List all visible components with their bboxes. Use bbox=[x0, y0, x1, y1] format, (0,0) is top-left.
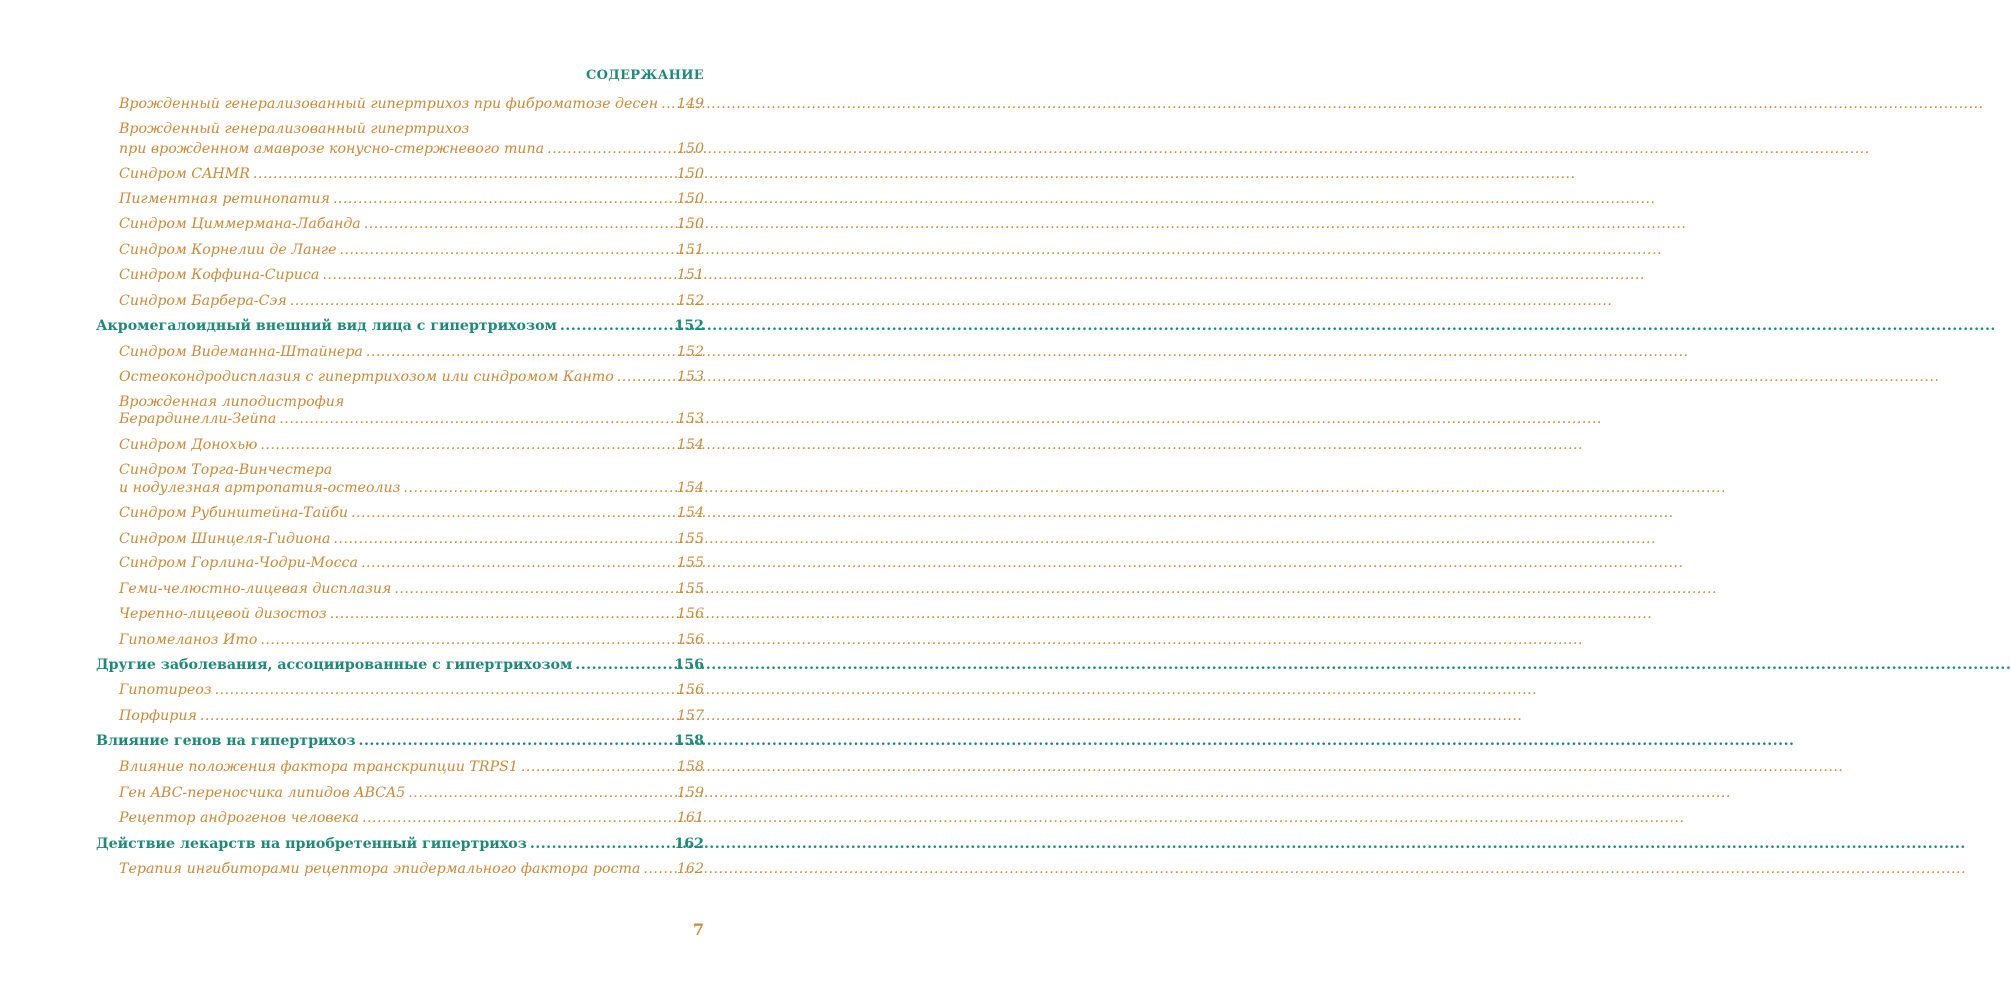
toc-entry-page: 155 bbox=[676, 531, 704, 547]
toc-entry-title: Врожденный генерализованный гипертрихоз при фиброматозе десен bbox=[119, 96, 659, 112]
toc-subentry[interactable] bbox=[119, 242, 704, 258]
dot-leader bbox=[215, 682, 674, 698]
dot-leader bbox=[560, 318, 672, 334]
toc-entry-title: Синдром Барбера-Сэя bbox=[119, 293, 287, 309]
toc-entry-title: Терапия ингибиторами рецептора эпидермального фактора роста bbox=[119, 861, 641, 877]
toc-subentry[interactable] bbox=[119, 293, 704, 309]
toc-entry-first-line: Синдром Торга-Винчестера bbox=[119, 462, 333, 478]
dot-leader bbox=[333, 531, 673, 547]
toc-subentry[interactable] bbox=[119, 216, 704, 232]
toc-entry-page: 156 bbox=[676, 632, 704, 648]
dot-leader bbox=[643, 861, 674, 877]
toc-entry-page: 157 bbox=[676, 708, 704, 724]
toc-entry-page: 150 bbox=[676, 166, 704, 182]
toc-entry-title: Берардинелли-Зейпа bbox=[119, 411, 277, 427]
dot-leader bbox=[351, 505, 674, 521]
toc-entry-title: Синдром Коффина-Сириса bbox=[119, 267, 320, 283]
toc-entry-page: 158 bbox=[674, 733, 704, 749]
dot-leader bbox=[340, 242, 674, 258]
toc-entry-title: Синдром Горлина-Чодри-Мосса bbox=[119, 555, 358, 571]
toc-subentry[interactable] bbox=[119, 555, 704, 571]
toc-subentry[interactable] bbox=[119, 344, 704, 360]
toc-entry-title: Порфирия bbox=[119, 708, 197, 724]
toc-subentry[interactable] bbox=[119, 708, 704, 724]
dot-leader bbox=[322, 267, 674, 283]
dot-leader bbox=[260, 437, 674, 453]
section-header: СОДЕРЖАНИЕ bbox=[585, 68, 704, 83]
toc-entry-title: Гипомеланоз Ито bbox=[119, 632, 258, 648]
toc-entry-title: Синдром Видеманна-Штайнера bbox=[119, 344, 363, 360]
toc-entry-page: 153 bbox=[676, 369, 704, 385]
toc-entry-title: Пигментная ретинопатия bbox=[119, 191, 330, 207]
toc-subentry[interactable] bbox=[119, 606, 704, 622]
toc-subentry[interactable] bbox=[119, 810, 704, 826]
toc-entry-title: Ген ABC-переносчика липидов ABCA5 bbox=[119, 785, 406, 801]
toc-entry-page: 149 bbox=[676, 96, 704, 112]
toc-subentry[interactable] bbox=[119, 632, 704, 648]
dot-leader bbox=[547, 141, 674, 157]
toc-entry-page: 150 bbox=[676, 141, 704, 157]
toc-entry-page: 162 bbox=[676, 861, 704, 877]
toc-chapter-entry[interactable] bbox=[96, 318, 704, 334]
toc-entry-page: 152 bbox=[676, 344, 704, 360]
toc-subentry[interactable] bbox=[119, 682, 704, 698]
toc-entry-page: 161 bbox=[676, 810, 704, 826]
dot-leader bbox=[359, 733, 672, 749]
dot-leader bbox=[253, 166, 674, 182]
toc-entry-page: 150 bbox=[676, 191, 704, 207]
toc-entry-first-line: Врожденная липодистрофия bbox=[119, 394, 345, 410]
toc-subentry[interactable] bbox=[119, 369, 704, 385]
toc-entry-title: Другие заболевания, ассоциированные с гипертрихозом bbox=[96, 657, 573, 673]
toc-entry-page: 153 bbox=[676, 411, 704, 427]
dot-leader bbox=[408, 785, 674, 801]
toc-entry-title: Синдром Корнелии де Ланге bbox=[119, 242, 337, 258]
toc-entry-title: при врожденном амаврозе конусно-стержневого типа bbox=[119, 141, 545, 157]
toc-subentry[interactable] bbox=[119, 480, 704, 496]
dot-leader bbox=[617, 369, 674, 385]
dot-leader bbox=[361, 555, 674, 571]
toc-subentry[interactable] bbox=[119, 267, 704, 283]
toc-subentry[interactable] bbox=[119, 166, 704, 182]
toc-entry-page: 151 bbox=[676, 267, 704, 283]
toc-entry-title: Черепно-лицевой дизостоз bbox=[119, 606, 327, 622]
dot-leader bbox=[362, 810, 674, 826]
dot-leader bbox=[366, 344, 674, 360]
toc-subentry[interactable] bbox=[119, 531, 704, 547]
toc-entry-page: 156 bbox=[676, 682, 704, 698]
toc-entry-page: 152 bbox=[674, 318, 704, 334]
toc-entry-title: и нодулезная артропатия-остеолиз bbox=[119, 480, 401, 496]
dot-leader bbox=[661, 96, 674, 112]
toc-entry-title: Синдром Циммермана-Лабанда bbox=[119, 216, 361, 232]
toc-entry-title: Акромегалоидный внешний вид лица с гипертрихозом bbox=[96, 318, 557, 334]
dot-leader bbox=[394, 581, 674, 597]
toc-entry-page: 156 bbox=[676, 606, 704, 622]
toc-entry-page: 150 bbox=[676, 216, 704, 232]
dot-leader bbox=[260, 632, 674, 648]
toc-subentry[interactable] bbox=[119, 437, 704, 453]
dot-leader bbox=[530, 836, 672, 852]
toc-entry-page: 155 bbox=[676, 581, 704, 597]
toc-entry-title: Влияние положения фактора транскрипции TRPS1 bbox=[119, 759, 518, 775]
toc-entry-title: Синдром Донохью bbox=[119, 437, 258, 453]
dot-leader bbox=[521, 759, 674, 775]
toc-entry-page: 154 bbox=[676, 480, 704, 496]
toc-entry-page: 155 bbox=[676, 555, 704, 571]
toc-subentry[interactable] bbox=[119, 505, 704, 521]
toc-chapter-entry[interactable] bbox=[96, 733, 704, 749]
dot-leader bbox=[364, 216, 674, 232]
toc-subentry[interactable] bbox=[119, 759, 704, 775]
toc-entry-title: Остеокондродисплазия с гипертрихозом или синдромом Канто bbox=[119, 369, 614, 385]
toc-subentry[interactable] bbox=[119, 581, 704, 597]
toc-entry-title: Геми-челюстно-лицевая дисплазия bbox=[119, 581, 392, 597]
dot-leader bbox=[279, 411, 674, 427]
toc-entry-page: 156 bbox=[674, 657, 704, 673]
toc-entry-title: Синдром Рубинштейна-Тайби bbox=[119, 505, 349, 521]
toc-entry-page: 152 bbox=[676, 293, 704, 309]
toc-entry-title: Синдром CAHMR bbox=[119, 166, 250, 182]
toc-entry-page: 154 bbox=[676, 437, 704, 453]
toc-entry-title: Синдром Шинцеля-Гидиона bbox=[119, 531, 331, 547]
toc-entry-page: 151 bbox=[676, 242, 704, 258]
toc-entry-first-line: Врожденный генерализованный гипертрихоз bbox=[119, 121, 470, 137]
toc-subentry[interactable] bbox=[119, 411, 704, 427]
toc-subentry[interactable] bbox=[119, 785, 704, 801]
dot-leader bbox=[200, 708, 674, 724]
dot-leader bbox=[333, 191, 674, 207]
toc-subentry[interactable] bbox=[119, 191, 704, 207]
toc-entry-page: 162 bbox=[674, 836, 704, 852]
toc-entry-page: 158 bbox=[676, 759, 704, 775]
dot-leader bbox=[290, 293, 674, 309]
toc-entry-page: 154 bbox=[676, 505, 704, 521]
toc-subentry[interactable] bbox=[119, 861, 704, 877]
toc-entry-title: Действие лекарств на приобретенный гипертрихоз bbox=[96, 836, 527, 852]
toc-subentry[interactable] bbox=[119, 141, 704, 157]
dot-leader bbox=[330, 606, 674, 622]
toc-entry-page: 159 bbox=[676, 785, 704, 801]
toc-subentry[interactable] bbox=[119, 96, 704, 112]
toc-entry-title: Гипотиреоз bbox=[119, 682, 212, 698]
toc-entry-title: Рецептор андрогенов человека bbox=[119, 810, 359, 826]
dot-leader bbox=[575, 657, 671, 673]
toc-chapter-entry[interactable] bbox=[96, 657, 704, 673]
toc-entry-title: Влияние генов на гипертрихоз bbox=[96, 733, 356, 749]
dot-leader bbox=[403, 480, 673, 496]
page-number: 7 bbox=[692, 920, 704, 939]
toc-chapter-entry[interactable] bbox=[96, 836, 704, 852]
